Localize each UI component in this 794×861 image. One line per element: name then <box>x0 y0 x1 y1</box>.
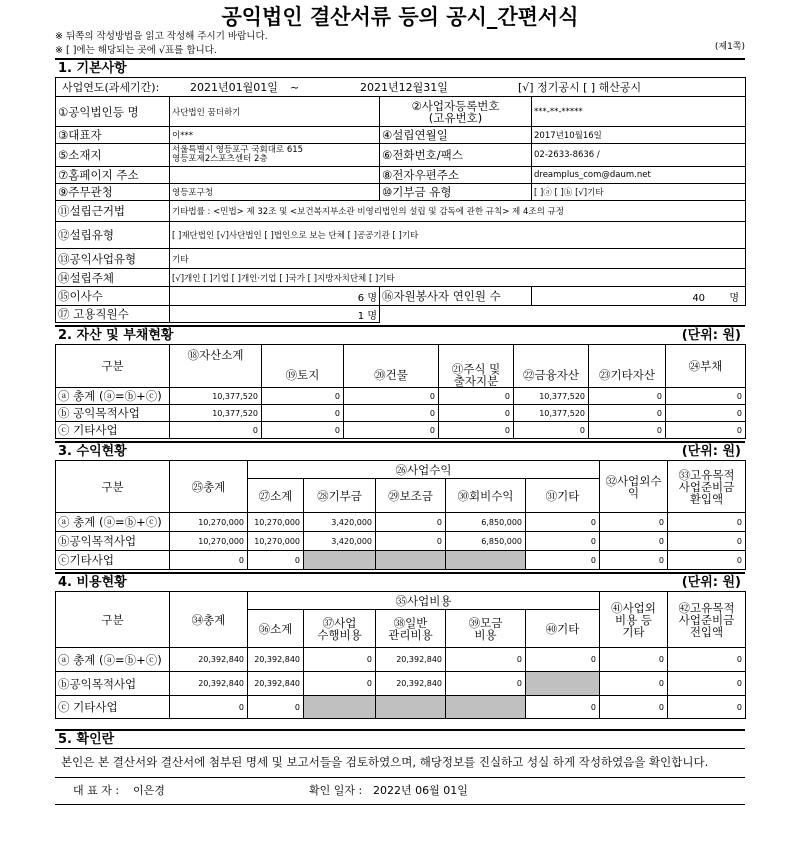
section-revenue-heading <box>55 441 745 460</box>
row-label: ⓒ 기타사업 <box>56 696 170 719</box>
cell: 0 <box>600 696 668 719</box>
table-row <box>56 672 746 696</box>
header-debt: ㉔부채 <box>666 345 746 388</box>
header-subtotal: ㊱소계 <box>248 610 304 648</box>
header-stocks: ㉑주식 및 출자지분 <box>439 345 514 388</box>
shaded-cell <box>376 696 446 719</box>
value-entity-type: [ ]재단법인 [√]사단법인 [ ]법인으로 보는 단체 [ ]공공기관 [ ]기타 <box>170 222 746 249</box>
unit-label: (단위: 원) <box>681 328 741 343</box>
cell: 0 <box>668 551 746 570</box>
row-label: ⓐ 총계 (ⓐ=ⓑ+ⓒ) <box>56 388 170 405</box>
value-email: dreamplus_com@daum.net <box>532 167 746 184</box>
date-value: 2022년 06월 01일 <box>373 784 468 797</box>
value-name: 사단법인 꿈더하기 <box>170 97 380 127</box>
note-line: ※ 뒤쪽의 작성방법을 읽고 작성해 주시기 바랍니다. <box>55 31 268 42</box>
cell: 20,392,840 <box>376 672 446 696</box>
assets-table-body <box>55 344 746 439</box>
rep-label: 대 표 자 : <box>73 784 120 797</box>
label-entity-type: ⑫설립유형 <box>56 222 170 249</box>
cell: 3,420,000 <box>304 513 376 532</box>
blank-cell <box>380 306 746 323</box>
label-public-biz: ⑬공익사업유형 <box>56 249 170 269</box>
row-label: ⓒ 기타사업 <box>56 422 170 439</box>
header-total: ㉕총계 <box>170 461 248 513</box>
table-row <box>56 422 746 439</box>
cell: 0 <box>439 405 514 422</box>
label-founder: ⑭설립주체 <box>56 269 170 287</box>
cell: 0 <box>600 551 668 570</box>
cell: 20,392,840 <box>376 648 446 672</box>
cell: 0 <box>600 648 668 672</box>
fiscal-year-end: 2021년12월31일 <box>360 81 448 94</box>
cell: 6,850,000 <box>446 532 526 551</box>
cell: 10,270,000 <box>248 532 304 551</box>
cell: 0 <box>376 532 446 551</box>
row-label: ⓐ 총계 (ⓐ=ⓑ+ⓒ) <box>56 513 170 532</box>
header-admin: ㊳일반 관리비용 <box>376 610 446 648</box>
cell: 0 <box>439 422 514 439</box>
label-directors: ⑮이사수 <box>56 287 170 306</box>
page-number: (제1쪽) <box>714 42 745 52</box>
table-row <box>56 532 746 551</box>
rep-name: 이은경 <box>133 784 165 797</box>
cell: 0 <box>589 405 666 422</box>
header-reserve: ㊷고유목적 사업준비금 전입액 <box>668 592 746 648</box>
expense-table <box>55 591 746 719</box>
cell: 0 <box>668 696 746 719</box>
header-gubun: 구분 <box>56 461 170 513</box>
header-nonbiz-revenue: ㉜사업외수익 <box>600 461 668 513</box>
header-fundraising: ㊴모금 비용 <box>446 610 526 648</box>
cell: 20,392,840 <box>248 648 304 672</box>
shaded-cell <box>304 696 376 719</box>
label-homepage: ⑦홈페이지 주소 <box>56 167 170 184</box>
label-volunteers: ⑯자원봉사자 연인원 수 <box>380 287 532 306</box>
value-legal-basis: 기타법률 : <민법> 제 32조 및 <보건복지부소관 비영리법인의 설립 및 감독에 관한 규칙> 제 4조의 규정 <box>170 201 746 222</box>
section-title: 3. 수익현황 <box>58 444 127 459</box>
cell: 0 <box>376 513 446 532</box>
label-employees: ⑰ 고용직원수 <box>56 306 170 323</box>
table-row <box>56 513 746 532</box>
unit-label: (단위: 원) <box>681 575 741 590</box>
cell: 0 <box>248 551 304 570</box>
label-donation-type: ⑩기부금 유형 <box>380 184 532 201</box>
form-page <box>55 0 745 805</box>
note-line: ※ [ ]에는 해당되는 곳에 √표를 합니다. <box>55 45 217 56</box>
cell: 0 <box>526 551 600 570</box>
cell: 0 <box>589 422 666 439</box>
cell: 0 <box>526 532 600 551</box>
cell: 0 <box>666 405 746 422</box>
confirm-text: 본인은 본 결산서와 결산서에 첨부된 명세 및 보고서들을 검토하였으며, 해당정보를 진실하고 성실 하게 작성하였음을 확인합니다. <box>55 748 745 773</box>
cell: 10,377,520 <box>514 405 589 422</box>
cell: 0 <box>446 672 526 696</box>
volunteer-count: 40 <box>692 292 706 304</box>
section-title: 1. 기본사항 <box>58 61 127 76</box>
cell: 0 <box>304 648 376 672</box>
cell: 0 <box>668 513 746 532</box>
cell: 0 <box>344 388 439 405</box>
value-donation-type: [ ]ⓐ [ ]ⓑ [√]기타 <box>532 184 746 201</box>
value-bizno: ***-**-***** <box>532 97 746 127</box>
cell: 0 <box>248 696 304 719</box>
header-biz-revenue: ㉖사업수익 <box>248 461 600 479</box>
label-founded: ④설립연월일 <box>380 127 532 144</box>
section-title: 2. 자산 및 부채현황 <box>58 328 174 343</box>
cell: 0 <box>344 422 439 439</box>
label-bizno: ②사업자등록번호 (고유번호) <box>380 97 532 127</box>
cell: 0 <box>526 648 600 672</box>
shaded-cell <box>526 672 600 696</box>
fiscal-year-row <box>56 78 746 97</box>
section-assets-heading <box>55 325 745 344</box>
cell: 6,850,000 <box>446 513 526 532</box>
cell: 0 <box>600 672 668 696</box>
value-phone: 02-2633-8636 / <box>532 144 746 167</box>
volunteer-unit: 명 <box>729 292 740 304</box>
cell: 0 <box>304 672 376 696</box>
label-legal-basis: ⑪설립근거법 <box>56 201 170 222</box>
cell: 0 <box>262 405 344 422</box>
section-title: 4. 비용현황 <box>58 575 127 590</box>
label-authority: ⑨주무관청 <box>56 184 170 201</box>
cell: 0 <box>262 422 344 439</box>
header-fees: ㉚회비수익 <box>446 479 526 513</box>
cell: 0 <box>666 422 746 439</box>
row-label: ⓑ공익목적사업 <box>56 532 170 551</box>
value-directors: 6 명 <box>170 287 380 306</box>
cell: 0 <box>514 422 589 439</box>
table-row <box>56 551 746 570</box>
label-name: ①공익법인등 명 <box>56 97 170 127</box>
header-asset-total: ⑱자산소계 <box>170 345 262 388</box>
header-building: ⑳건물 <box>344 345 439 388</box>
header-other-assets: ㉓기타자산 <box>589 345 666 388</box>
section-expense-heading <box>55 572 745 591</box>
section-basic-heading <box>55 58 745 77</box>
table-row <box>56 405 746 422</box>
cell: 10,377,520 <box>170 388 262 405</box>
cell: 0 <box>600 513 668 532</box>
value-founded: 2017년10월16일 <box>532 127 746 144</box>
cell: 0 <box>170 696 248 719</box>
table-row <box>56 388 746 405</box>
shaded-cell <box>446 696 526 719</box>
cell: 0 <box>526 696 600 719</box>
header-subtotal: ㉗소계 <box>248 479 304 513</box>
cell: 20,392,840 <box>248 672 304 696</box>
revenue-table <box>55 460 746 570</box>
shaded-cell <box>304 551 376 570</box>
cell: 0 <box>666 388 746 405</box>
header-other: ㊵기타 <box>526 610 600 648</box>
header-gubun: 구분 <box>56 345 170 388</box>
table-row <box>56 696 746 719</box>
cell: 0 <box>600 532 668 551</box>
header-other: ㉛기타 <box>526 479 600 513</box>
cell: 0 <box>170 551 248 570</box>
section-title: 5. 확인란 <box>58 732 115 747</box>
notes <box>55 30 745 58</box>
value-authority: 영등포구청 <box>170 184 380 201</box>
section-confirm-heading <box>55 729 745 748</box>
header-biz-expense: ㉟사업비용 <box>248 592 600 610</box>
value-address: 서울특별시 영등포구 국회대로 615 영등포제2스포츠센터 2층 <box>170 144 380 167</box>
label-rep: ③대표자 <box>56 127 170 144</box>
header-total: ㉞총계 <box>170 592 248 648</box>
disclosure-type: [√] 정기공시 [ ] 해산공시 <box>518 81 642 94</box>
row-label: ⓐ 총계 (ⓐ=ⓑ+ⓒ) <box>56 648 170 672</box>
row-label: ⓒ기타사업 <box>56 551 170 570</box>
value-rep: 이*** <box>170 127 380 144</box>
row-label: ⓑ공익목적사업 <box>56 672 170 696</box>
cell: 3,420,000 <box>304 532 376 551</box>
cell: 10,377,520 <box>514 388 589 405</box>
tilde: ~ <box>290 81 300 94</box>
header-reserve: ㉝고유목적 사업준비금 환입액 <box>668 461 746 513</box>
header-gubun: 구분 <box>56 592 170 648</box>
fiscal-year-start: 2021년01월01일 <box>190 81 278 94</box>
header-land: ⑲토지 <box>262 345 344 388</box>
value-public-biz: 기타 <box>170 249 746 269</box>
label-address: ⑤소재지 <box>56 144 170 167</box>
cell: 0 <box>668 648 746 672</box>
fiscal-year-label: 사업연도(과세기간): <box>62 81 160 94</box>
cell: 0 <box>668 672 746 696</box>
table-row <box>56 648 746 672</box>
basic-info-table <box>55 77 746 323</box>
signature-row <box>55 777 745 805</box>
shaded-cell <box>376 551 446 570</box>
shaded-cell <box>446 551 526 570</box>
cell: 0 <box>526 513 600 532</box>
cell: 10,270,000 <box>170 532 248 551</box>
value-employees: 1 명 <box>170 306 380 323</box>
value-volunteers <box>532 287 746 306</box>
date-label: 확인 일자 : <box>309 784 363 797</box>
cell: 20,392,840 <box>170 648 248 672</box>
cell: 0 <box>446 648 526 672</box>
cell: 0 <box>344 405 439 422</box>
header-nonbiz-expense: ㊶사업외 비용 등 기타 <box>600 592 668 648</box>
header-subsidy: ㉙보조금 <box>376 479 446 513</box>
cell: 20,392,840 <box>170 672 248 696</box>
value-homepage <box>170 167 380 184</box>
value-founder: [√]개인 [ ]기업 [ ]개인·기업 [ ]국가 [ ]지방자치단체 [ ]기타 <box>170 269 746 287</box>
form-title: 공익법인 결산서류 등의 공시_간편서식 <box>221 5 579 29</box>
cell: 0 <box>262 388 344 405</box>
label-email: ⑧전자우편주소 <box>380 167 532 184</box>
cell: 10,377,520 <box>170 405 262 422</box>
header-financial: ㉒금융자산 <box>514 345 589 388</box>
unit-label: (단위: 원) <box>681 444 741 459</box>
header-donation: ㉘기부금 <box>304 479 376 513</box>
cell: 0 <box>668 532 746 551</box>
cell: 0 <box>439 388 514 405</box>
row-label: ⓑ 공익목적사업 <box>56 405 170 422</box>
label-phone: ⑥전화번호/팩스 <box>380 144 532 167</box>
cell: 0 <box>170 422 262 439</box>
cell: 10,270,000 <box>170 513 248 532</box>
header-execution: ㊲사업 수행비용 <box>304 610 376 648</box>
cell: 0 <box>589 388 666 405</box>
cell: 10,270,000 <box>248 513 304 532</box>
